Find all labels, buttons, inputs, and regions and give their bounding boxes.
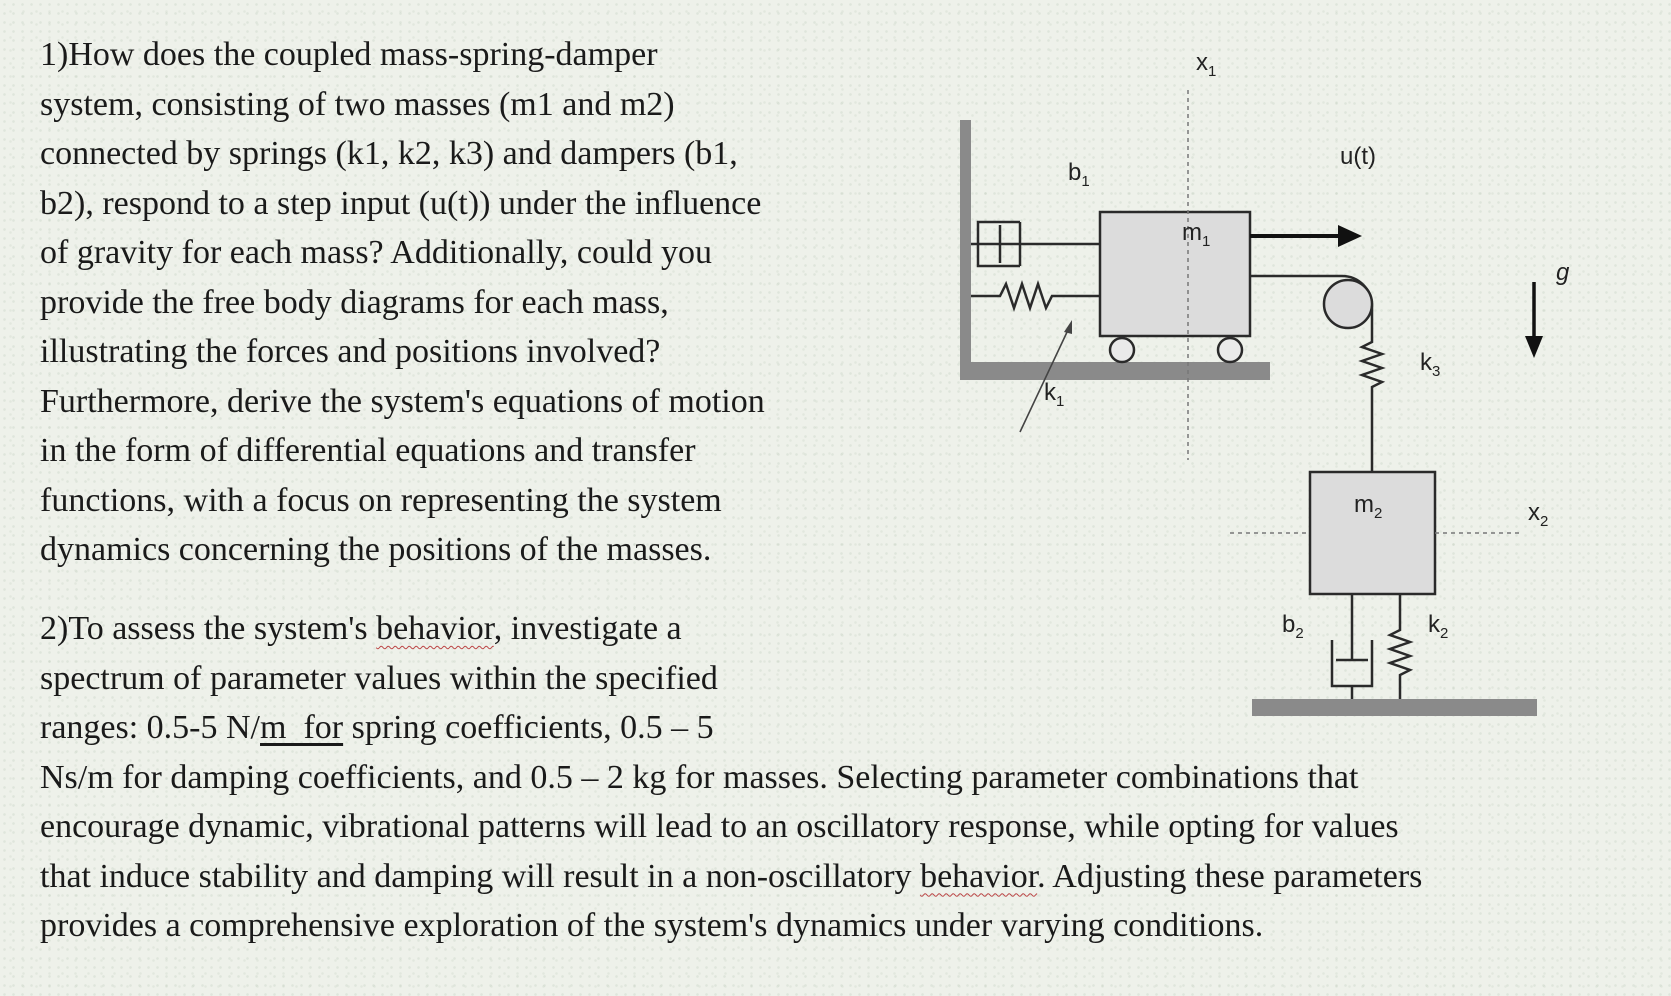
underlined-segment: m for (260, 709, 344, 746)
question-1-paragraph (40, 30, 765, 575)
text-segment: , investigate a (493, 610, 682, 647)
gravity-arrowhead (1525, 336, 1543, 358)
question-1-line: illustrating the forces and positions involved? (40, 333, 661, 370)
question-2-line: provides a comprehensive exploration of the system's dynamics under varying conditions. (40, 907, 1264, 944)
question-1-line: Furthermore, derive the system's equations of motion (40, 382, 765, 420)
spellcheck-word: behavior (376, 610, 494, 647)
wheel-right (1218, 338, 1242, 362)
m2-label: m2 (1354, 491, 1383, 522)
spring-k3 (1362, 335, 1382, 472)
force-arrowhead (1338, 225, 1362, 247)
damper-b1 (971, 222, 1100, 266)
k1-leader-arrowhead (1064, 320, 1072, 334)
question-1-line: connected by springs (k1, k2, k3) and dampers (b1, (40, 135, 738, 172)
question-2-line (40, 852, 1422, 902)
question-2-line: encourage dynamic, vibrational patterns will lead to an oscillatory response, while opting for values (40, 808, 1399, 845)
lower-ground (1252, 699, 1537, 716)
x1-label: x1 (1196, 49, 1217, 80)
b2-label: b2 (1282, 611, 1304, 642)
question-1-line: functions, with a focus on representing the system (40, 481, 722, 519)
text-segment: 2)To assess the system's (40, 610, 377, 647)
question-1-line: provide the free body diagrams for each mass, (40, 283, 669, 321)
upper-floor (960, 362, 1270, 380)
k1-label: k1 (1044, 379, 1065, 410)
g-label: g (1556, 259, 1570, 286)
m1-label: m1 (1182, 219, 1211, 250)
text-segment: that induce stability and damping will result in a non-oscillatory (40, 857, 921, 895)
question-2-line: Ns/m for damping coefficients, and 0.5 – 2 kg for masses. Selecting parameter combinations that (40, 758, 1359, 796)
text-segment: . Adjusting these parameters (1037, 857, 1423, 895)
question-1-line: b2), respond to a step input (u(t)) under the influence (40, 184, 762, 222)
k2-label: k2 (1428, 611, 1449, 642)
text-segment: ranges: 0.5-5 N/ (40, 709, 261, 746)
question-1-line: 1)How does the coupled mass-spring-damper (40, 36, 658, 73)
spring-k1 (971, 284, 1100, 308)
question-1-line: in the form of differential equations and transfer (40, 432, 696, 469)
question-1-line: of gravity for each mass? Additionally, could you (40, 234, 712, 271)
pulley (1324, 280, 1372, 328)
wheel-left (1110, 338, 1134, 362)
question-2-line: spectrum of parameter values within the specified (40, 659, 718, 697)
ut-label: u(t) (1340, 143, 1376, 170)
text-segment: spring coefficients, 0.5 – 5 (343, 709, 714, 746)
k3-label: k3 (1420, 349, 1441, 380)
question-1-line: system, consisting of two masses (m1 and m2) (40, 85, 675, 123)
damper-b2 (1332, 594, 1372, 700)
mass-spring-damper-diagram (960, 40, 1660, 720)
spring-k2 (1390, 594, 1410, 700)
x2-label: x2 (1528, 499, 1549, 530)
left-wall (960, 120, 971, 370)
b1-label: b1 (1068, 159, 1090, 190)
spellcheck-word: behavior (920, 857, 1038, 895)
mass-m1 (1100, 212, 1250, 336)
question-1-line: dynamics concerning the positions of the masses. (40, 531, 712, 568)
